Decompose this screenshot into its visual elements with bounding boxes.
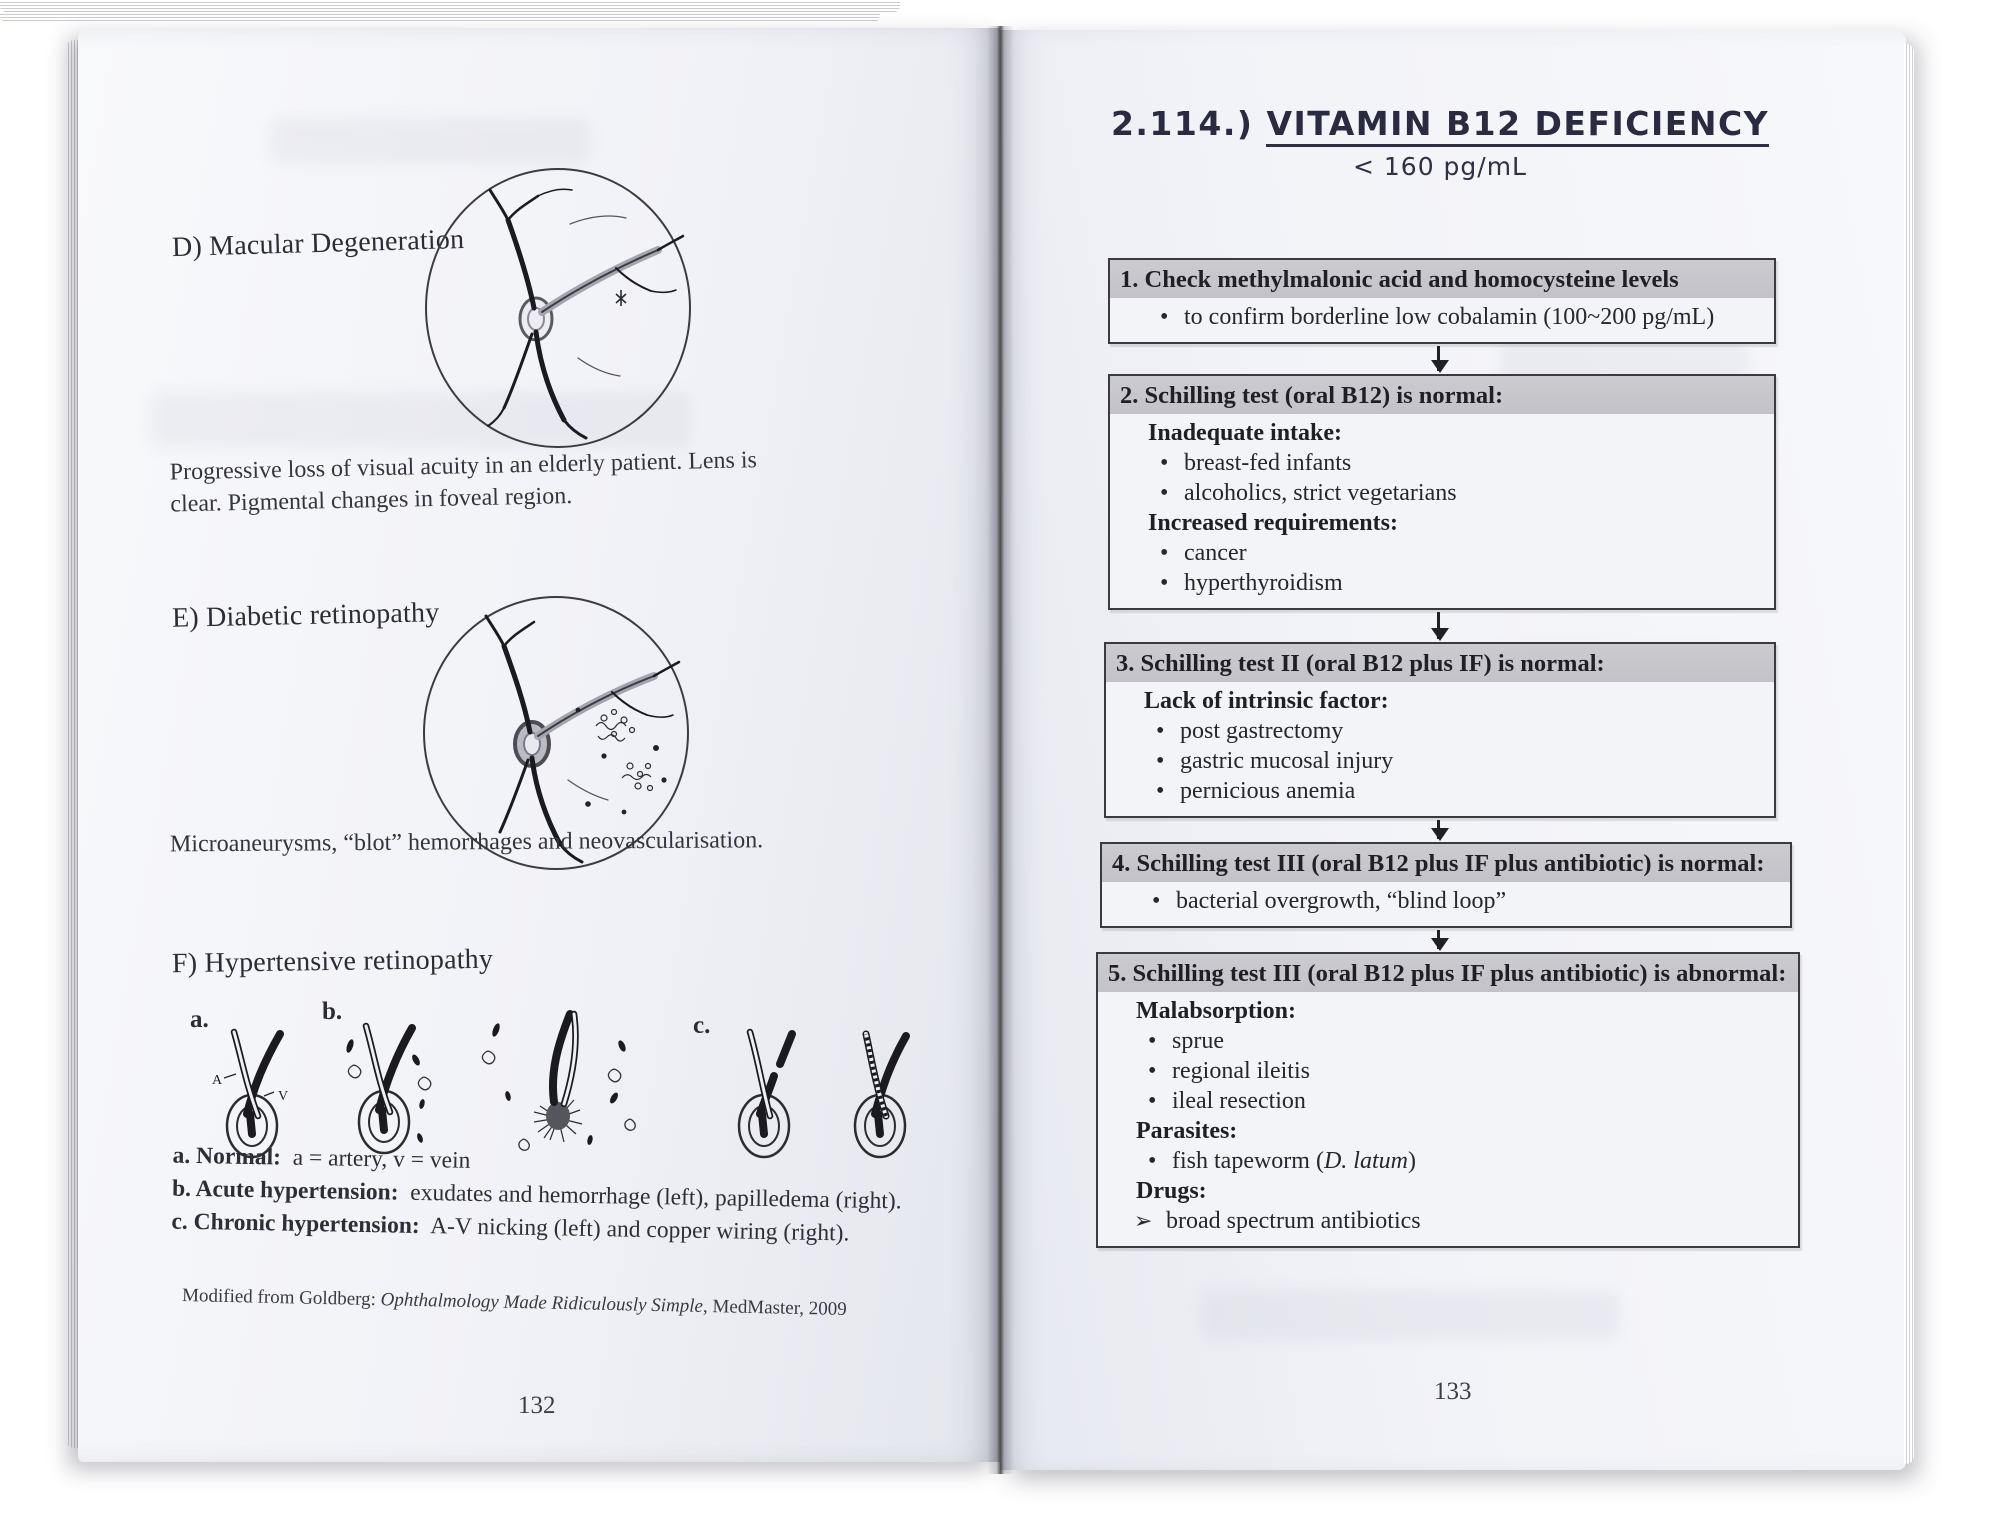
figure-label-a: a. [190, 1006, 209, 1033]
flow-box-4 [1100, 842, 1792, 928]
legend-desc: a = artery, v = vein [292, 1144, 471, 1174]
bullet-icon: • [1148, 1148, 1157, 1174]
section-heading-macular-degeneration: D) Macular Degeneration [171, 223, 465, 264]
flow-bullet-item [1142, 1056, 1786, 1086]
flow-arrow-bullet-item [1134, 1206, 1786, 1236]
bullet-icon: • [1160, 540, 1169, 566]
flow-item-text: pernicious anemia [1180, 778, 1356, 804]
flow-item-text: alcoholics, strict vegetarians [1184, 480, 1457, 506]
bullet-icon: • [1160, 450, 1169, 476]
page-number-right: 133 [1434, 1378, 1472, 1405]
bullet-icon: • [1156, 718, 1165, 744]
flow-box-header: 4. Schilling test III (oral B12 plus IF plus antibiotic) is normal: [1102, 844, 1790, 882]
flow-box-5 [1096, 952, 1800, 1248]
flow-box-header: 3. Schilling test II (oral B12 plus IF) is normal: [1106, 644, 1774, 682]
flow-bullet-item [1142, 1086, 1786, 1116]
flow-bullet-item [1150, 716, 1762, 746]
flow-bullet-item [1146, 886, 1778, 916]
flow-bullet-item [1154, 302, 1762, 332]
flow-connector-arrow [1437, 346, 1440, 371]
flow-box-header: 1. Check methylmalonic acid and homocysteine levels [1110, 260, 1774, 298]
arrowhead-bullet-icon: ➢ [1134, 1208, 1153, 1233]
chapter-subtitle: < 160 pg/mL [1352, 152, 1527, 181]
flow-subheading: Parasites: [1136, 1118, 1238, 1144]
flow-box-1 [1108, 258, 1776, 344]
bullet-icon: • [1152, 888, 1161, 914]
flow-box-2 [1108, 374, 1776, 610]
legend-term: c. Chronic hypertension: [171, 1208, 420, 1239]
caption-diabetic-retinopathy: Microaneurysms, “blot” hemorrhages and neovascularisation. [169, 827, 764, 858]
flow-box-body [1106, 682, 1774, 816]
bullet-icon: • [1148, 1028, 1157, 1054]
flow-bullet-item [1142, 1146, 1786, 1176]
flow-item-text: gastric mucosal injury [1180, 748, 1394, 774]
bullet-icon: • [1160, 570, 1169, 596]
flow-item-text: broad spectrum antibiotics [1166, 1208, 1421, 1234]
chapter-number: 2.114.) [1110, 104, 1267, 143]
section-heading-hypertensive-retinopathy: F) Hypertensive retinopathy [171, 943, 494, 980]
section-heading-diabetic-retinopathy: E) Diabetic retinopathy [171, 597, 440, 634]
flow-bullet-item [1150, 746, 1762, 776]
bullet-icon: • [1148, 1088, 1157, 1114]
flow-box-3 [1104, 642, 1776, 818]
flow-item-text: regional ileitis [1172, 1058, 1310, 1084]
flow-subheading: Increased requirements: [1148, 510, 1398, 536]
flow-bullet-item [1154, 478, 1762, 508]
flow-item-text: bacterial overgrowth, “blind loop” [1176, 888, 1507, 914]
flow-subheading: Malabsorption: [1136, 998, 1297, 1024]
flow-bullet-item [1154, 448, 1762, 478]
flow-item-text: sprue [1172, 1028, 1224, 1054]
flow-subheading: Inadequate intake: [1148, 420, 1343, 446]
caption-macular-degeneration: Progressive loss of visual acuity in an elderly patient. Lens is clear. Pigmental changes in foveal region. [169, 447, 758, 518]
credit-prefix: Modified from Goldberg: [181, 1285, 381, 1311]
bullet-icon: • [1156, 748, 1165, 774]
figure-label-b: b. [322, 998, 343, 1025]
bullet-icon: • [1156, 778, 1165, 804]
flow-bullet-item [1154, 568, 1762, 598]
flow-connector-arrow [1437, 820, 1440, 839]
flow-item-text: post gastrectomy [1180, 718, 1344, 744]
flow-box-body [1102, 882, 1790, 926]
bullet-icon: • [1148, 1058, 1157, 1084]
flow-item-text: ileal resection [1172, 1088, 1306, 1114]
flow-bullet-item [1142, 1026, 1786, 1056]
legend-desc: exudates and hemorrhage (left), papilledema (right). [410, 1179, 902, 1215]
flow-subheading: Drugs: [1136, 1178, 1207, 1204]
flow-box-header: 5. Schilling test III (oral B12 plus IF plus antibiotic) is abnormal: [1098, 954, 1798, 992]
credit-suffix: , MedMaster, 2009 [702, 1295, 848, 1320]
credit-book-title: Ophthalmology Made Ridiculously Simple [380, 1289, 704, 1317]
flow-box-body [1110, 414, 1774, 608]
bullet-icon: • [1160, 480, 1169, 506]
vein-label: V [278, 1089, 289, 1104]
legend-desc: A-V nicking (left) and copper wiring (right). [429, 1213, 850, 1247]
flow-box-body [1098, 992, 1798, 1246]
flow-bullet-item [1154, 538, 1762, 568]
figure-label-c: c. [693, 1012, 711, 1039]
flow-subheading: Lack of intrinsic factor: [1144, 688, 1389, 714]
legend-term: a. Normal: [172, 1142, 282, 1171]
flow-item-text: fish tapeworm (D. latum) [1172, 1148, 1416, 1174]
flow-item-text: hyperthyroidism [1184, 570, 1343, 596]
flow-item-text: to confirm borderline low cobalamin (100~200 pg/mL) [1184, 304, 1715, 330]
page-number-left: 132 [518, 1392, 556, 1419]
flow-box-header: 2. Schilling test (oral B12) is normal: [1110, 376, 1774, 414]
artery-label: A [212, 1073, 223, 1088]
flow-item-text: cancer [1184, 540, 1247, 566]
flow-connector-arrow [1437, 930, 1440, 949]
flow-item-text: breast-fed infants [1184, 450, 1352, 476]
bullet-icon: • [1160, 304, 1169, 330]
flow-bullet-item [1150, 776, 1762, 806]
chapter-title-text: VITAMIN B12 DEFICIENCY [1266, 104, 1769, 147]
flow-connector-arrow [1437, 612, 1440, 639]
flow-box-body [1110, 298, 1774, 342]
legend-term: b. Acute hypertension: [171, 1175, 399, 1206]
